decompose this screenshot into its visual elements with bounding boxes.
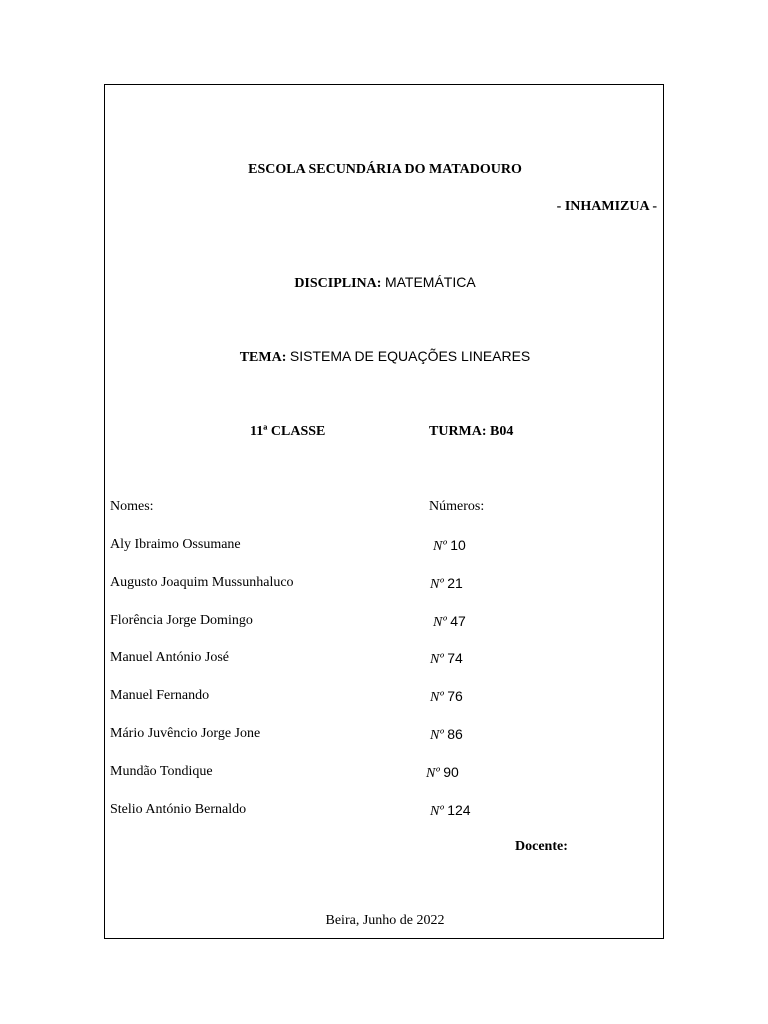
number-label: Nº [430,690,444,705]
turma-label: TURMA: B04 [429,424,514,439]
discipline-value: MATEMÁTICA [384,274,476,290]
number-label: Nº [433,539,447,554]
number-label: Nº [430,652,444,667]
student-number [426,764,459,782]
theme-label: TEMA: [239,350,287,365]
student-name: Florência Jorge Domingo [110,613,253,628]
number-value: 10 [450,537,466,553]
number-value: 124 [447,802,471,818]
footer-date: Beira, Junho de 2022 [325,913,445,928]
student-number [430,726,463,744]
names-header: Nomes: [110,499,154,514]
student-number [430,688,463,706]
discipline-line [105,274,665,292]
number-value: 90 [443,764,459,780]
number-label: Nº [430,804,444,819]
student-number [433,537,466,555]
number-value: 21 [447,575,463,591]
number-value: 74 [447,650,463,666]
student-name: Augusto Joaquim Mussunhaluco [110,575,294,590]
student-name: Stelio António Bernaldo [110,802,247,817]
theme-line [105,348,665,366]
student-number [430,575,463,593]
student-name: Mundão Tondique [110,764,213,779]
student-name: Mário Juvêncio Jorge Jone [110,726,261,741]
number-value: 47 [450,613,466,629]
student-name: Aly Ibraimo Ossumane [110,537,241,552]
school-location: - INHAMIZUA - [556,199,657,214]
page-frame [104,84,664,939]
theme-value: SISTEMA DE EQUAÇÕES LINEARES [289,348,531,364]
number-label: Nº [430,728,444,743]
numbers-header: Números: [429,499,485,514]
discipline-label: DISCIPLINA: [294,276,382,291]
student-number [430,650,463,668]
student-name: Manuel António José [110,650,229,665]
teacher-label: Docente: [515,839,568,854]
student-number [430,802,471,820]
classe-label: 11ª CLASSE [250,424,326,439]
student-name: Manuel Fernando [110,688,210,703]
number-value: 86 [447,726,463,742]
school-name: ESCOLA SECUNDÁRIA DO MATADOURO [248,162,522,177]
number-value: 76 [447,688,463,704]
student-number [433,613,466,631]
number-label: Nº [430,577,444,592]
number-label: Nº [433,615,447,630]
number-label: Nº [426,766,440,781]
